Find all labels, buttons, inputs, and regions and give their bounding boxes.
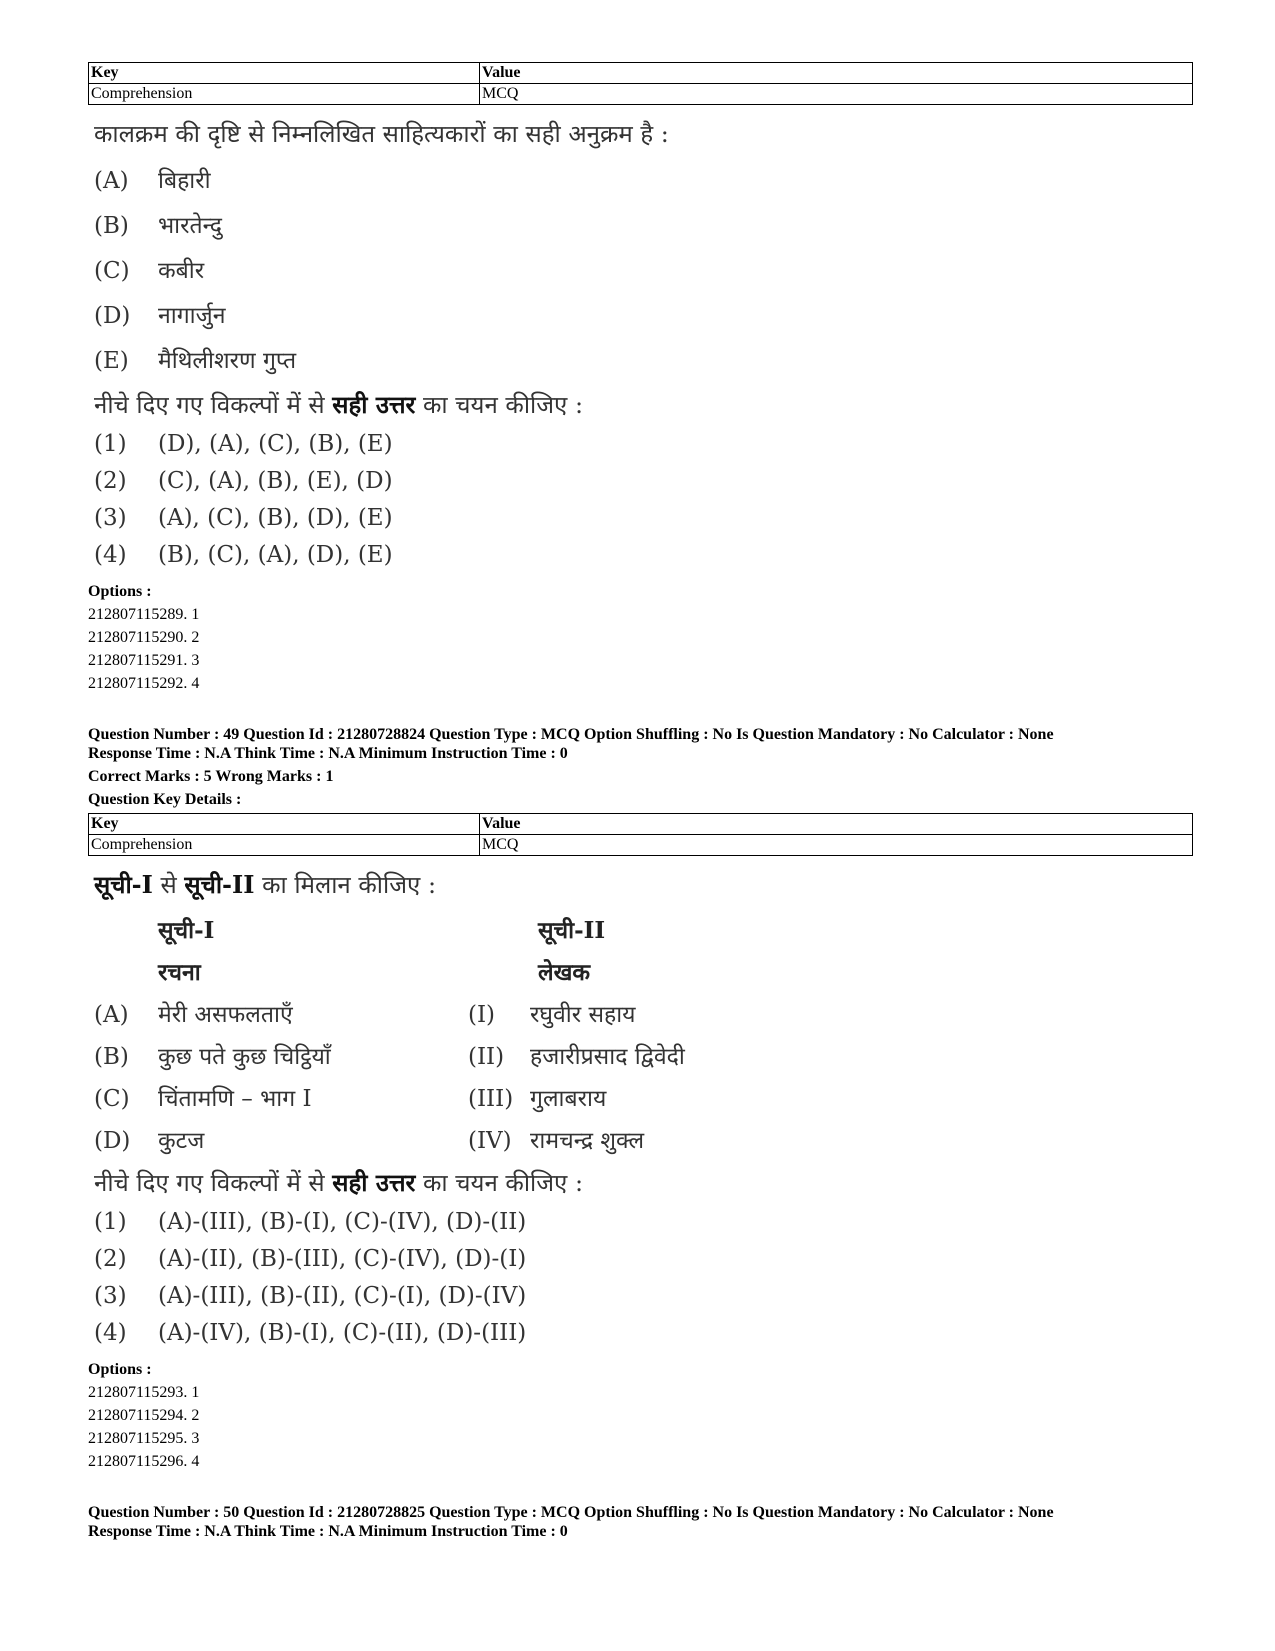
item-text: नागार्जुन	[158, 303, 226, 329]
work-title: कुटज	[158, 1128, 205, 1154]
choice-text: (B), (C), (A), (D), (E)	[158, 542, 393, 568]
choice-label: (1)	[94, 431, 127, 457]
instruction-text: नीचे दिए गए विकल्पों में से	[94, 391, 333, 419]
stem-text: से	[152, 871, 185, 899]
item-text: भारतेन्दु	[158, 213, 222, 239]
question-marks: Correct Marks : 5 Wrong Marks : 1	[88, 768, 334, 785]
value-header: Value	[480, 63, 1193, 84]
document-page	[88, 62, 1193, 1541]
key-cell: Comprehension	[89, 84, 480, 105]
instruction-text: का चयन कीजिए :	[415, 391, 584, 419]
question-meta-line: Question Number : 49 Question Id : 21280728824 Question Type : MCQ Option Shuffling : No Is Question Mandatory : No Calculator : None	[88, 726, 1054, 743]
options-label: Options :	[88, 583, 152, 600]
option-id: 212807115294. 2	[88, 1407, 200, 1424]
list1-subtitle: रचना	[158, 959, 201, 986]
instruction-bold: सही उत्तर	[332, 1168, 416, 1197]
author-name: रामचन्द्र शुक्ल	[530, 1128, 645, 1154]
question-meta-line: Question Number : 50 Question Id : 21280728825 Question Type : MCQ Option Shuffling : No Is Question Mandatory : No Calculator : None	[88, 1504, 1054, 1521]
list-subtitles	[88, 952, 1193, 994]
value-header: Value	[480, 814, 1193, 835]
key-header: Key	[89, 814, 480, 835]
item-label: (D)	[94, 303, 131, 329]
author-label: (II)	[468, 1044, 505, 1070]
question-meta-line: Response Time : N.A Think Time : N.A Minimum Instruction Time : 0	[88, 1523, 568, 1540]
list-item	[88, 249, 1193, 294]
q48-instruction	[88, 384, 1193, 426]
list2-title: सूची-II	[538, 917, 606, 944]
choice-text: (A), (C), (B), (D), (E)	[158, 505, 393, 531]
choice-label: (3)	[94, 505, 127, 531]
instruction-bold: सही उत्तर	[332, 390, 416, 419]
q49-meta	[88, 725, 1193, 809]
author-label: (III)	[468, 1086, 514, 1112]
instruction-text: का चयन कीजिए :	[415, 1169, 584, 1197]
item-label: (B)	[94, 213, 129, 239]
item-label: (C)	[94, 258, 130, 284]
item-text: कबीर	[158, 258, 205, 284]
table-header-row	[89, 63, 1193, 84]
work-title: कुछ पते कुछ चिट्ठियाँ	[158, 1044, 331, 1070]
options-label: Options :	[88, 1361, 152, 1378]
key-header: Key	[89, 63, 480, 84]
q49-question	[88, 870, 1193, 1352]
item-text: बिहारी	[158, 168, 211, 194]
choice-text: (C), (A), (B), (E), (D)	[158, 468, 393, 494]
choice-label: (2)	[94, 1246, 127, 1272]
choice-text: (A)-(II), (B)-(III), (C)-(IV), (D)-(I)	[158, 1246, 527, 1272]
q49-options	[88, 1358, 1193, 1473]
option-id: 212807115290. 2	[88, 629, 200, 646]
list-titles	[88, 910, 1193, 952]
choice-item	[88, 426, 1193, 463]
choice-text: (A)-(IV), (B)-(I), (C)-(II), (D)-(III)	[158, 1320, 527, 1346]
q48-question	[88, 119, 1193, 574]
list-item	[88, 204, 1193, 249]
q50-meta	[88, 1503, 1193, 1541]
choice-item	[88, 1278, 1193, 1315]
row-label: (A)	[94, 1002, 129, 1028]
option-id: 212807115295. 3	[88, 1430, 200, 1447]
choice-item	[88, 500, 1193, 537]
table-header-row	[89, 814, 1193, 835]
author-name: हजारीप्रसाद द्विवेदी	[530, 1044, 685, 1070]
question-meta-line: Response Time : N.A Think Time : N.A Minimum Instruction Time : 0	[88, 745, 568, 762]
value-cell: MCQ	[480, 835, 1193, 856]
q48-options	[88, 580, 1193, 695]
work-title: मेरी असफलताएँ	[158, 1002, 293, 1028]
choice-item	[88, 1315, 1193, 1352]
choice-text: (A)-(III), (B)-(I), (C)-(IV), (D)-(II)	[158, 1209, 527, 1235]
choice-label: (2)	[94, 468, 127, 494]
option-id: 212807115291. 3	[88, 652, 200, 669]
row-label: (C)	[94, 1086, 130, 1112]
choice-item	[88, 1204, 1193, 1241]
q48-stem: कालक्रम की दृष्टि से निम्नलिखित साहित्यकारों का सही अनुक्रम है :	[94, 120, 669, 148]
list-item	[88, 159, 1193, 204]
choice-item	[88, 537, 1193, 574]
item-label: (A)	[94, 168, 129, 194]
question-key-details-label: Question Key Details :	[88, 791, 242, 808]
author-label: (IV)	[468, 1128, 512, 1154]
key-cell: Comprehension	[89, 835, 480, 856]
instruction-text: नीचे दिए गए विकल्पों में से	[94, 1169, 333, 1197]
choice-label: (3)	[94, 1283, 127, 1309]
author-name: गुलाबराय	[530, 1086, 607, 1112]
work-title: चिंतामणि – भाग I	[158, 1086, 312, 1112]
choice-item	[88, 463, 1193, 500]
list2-subtitle: लेखक	[538, 959, 591, 986]
stem-bold: सूची-II	[184, 870, 255, 899]
match-row	[88, 1078, 1193, 1120]
author-label: (I)	[468, 1002, 496, 1028]
option-id: 212807115296. 4	[88, 1453, 200, 1470]
q49-key-table	[88, 813, 1193, 856]
choice-label: (4)	[94, 542, 127, 568]
q48-key-table	[88, 62, 1193, 105]
item-label: (E)	[94, 348, 129, 374]
author-name: रघुवीर सहाय	[530, 1002, 636, 1028]
table-row	[89, 835, 1193, 856]
stem-text: का मिलान कीजिए :	[254, 871, 437, 899]
q49-instruction	[88, 1162, 1193, 1204]
match-row	[88, 1120, 1193, 1162]
option-id: 212807115292. 4	[88, 675, 200, 692]
table-row	[89, 84, 1193, 105]
option-id: 212807115293. 1	[88, 1384, 200, 1401]
match-row	[88, 1036, 1193, 1078]
q49-stem	[94, 870, 1193, 900]
stem-bold: सूची-I	[94, 870, 153, 899]
choice-item	[88, 1241, 1193, 1278]
list-item	[88, 294, 1193, 339]
choice-text: (A)-(III), (B)-(II), (C)-(I), (D)-(IV)	[158, 1283, 527, 1309]
choice-label: (4)	[94, 1320, 127, 1346]
choice-text: (D), (A), (C), (B), (E)	[158, 431, 393, 457]
item-text: मैथिलीशरण गुप्त	[158, 348, 297, 374]
option-id: 212807115289. 1	[88, 606, 200, 623]
list1-title: सूची-I	[158, 917, 215, 944]
choice-label: (1)	[94, 1209, 127, 1235]
row-label: (B)	[94, 1044, 129, 1070]
list-item	[88, 339, 1193, 384]
row-label: (D)	[94, 1128, 131, 1154]
match-row	[88, 994, 1193, 1036]
value-cell: MCQ	[480, 84, 1193, 105]
